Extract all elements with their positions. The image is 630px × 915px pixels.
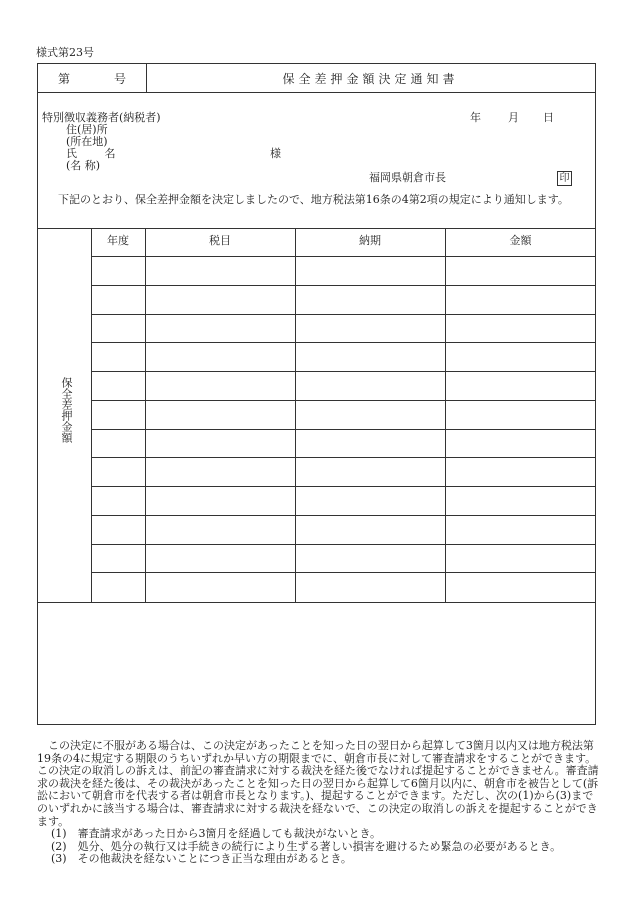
date-day-label: 日 <box>543 111 554 124</box>
column-header-amount: 金額 <box>509 234 532 247</box>
appeal-notes <box>37 740 599 866</box>
number-field <box>58 70 126 87</box>
appeal-item: (1) 審査請求があった日から3箇月を経過しても裁決がないとき。 <box>51 827 382 841</box>
table-row <box>91 515 596 516</box>
column-header-year: 年度 <box>107 234 129 247</box>
appeal-item: (3) その他裁決を経ないことにつき正当な理由があるとき。 <box>51 852 352 866</box>
company-name-label: (名 称) <box>66 159 101 172</box>
notice-frame <box>37 63 596 725</box>
location-label: (所在地) <box>66 135 108 148</box>
header-rule <box>38 92 595 93</box>
column-header-tax-item: 税目 <box>209 234 231 247</box>
table-row <box>91 457 596 458</box>
addressee-label: 特別徴収義務者(納税者) <box>42 111 161 124</box>
table-row <box>91 371 596 372</box>
name-label: 氏 名 <box>66 147 116 160</box>
table-row <box>91 486 596 487</box>
number-label-right: 号 <box>113 72 126 86</box>
date-month-label: 月 <box>508 111 519 124</box>
table-row <box>91 400 596 401</box>
issuer-name: 福岡県朝倉市長 <box>369 171 446 184</box>
table-row <box>91 342 596 343</box>
notice-statement: 下記のとおり、保全差押金額を決定しましたので、地方税法第16条の4第2項の規定により通知します。 <box>58 193 569 206</box>
table-row <box>91 285 596 286</box>
table-row <box>91 572 596 573</box>
notice-rule <box>38 228 595 229</box>
address-label: 住(居)所 <box>66 123 108 136</box>
appeal-item: (2) 処分、処分の執行又は手続きの続行により生ずる著しい損害を避けるため緊急の必要があるとき。 <box>51 839 562 853</box>
form-number: 様式第23号 <box>36 46 94 59</box>
table-row <box>91 429 596 430</box>
table-row <box>91 544 596 545</box>
table-row <box>91 314 596 315</box>
seal-mark: 印 <box>557 171 572 186</box>
document-title: 保全差押金額決定通知書 <box>282 72 459 86</box>
table-bottom-rule <box>38 602 595 603</box>
honorific: 様 <box>270 147 281 160</box>
side-label: 保全差押金額 <box>60 377 73 443</box>
column-header-due-date: 納期 <box>359 234 381 247</box>
appeal-paragraph: この決定に不服がある場合は、この決定があったことを知った日の翌日から起算して3箇月以内又は地方税法第19条の4に規定する期限のうちいずれか早い方の期限までに、朝倉市長に対して審査請求をすることができます。この決定の取消しの訴えは、前記の審査請求に対する裁決を経た後でなければ提起することができません。審査請求の裁決を経た後は、その裁決があったことを知った日の翌日から起算して6箇月以内に、朝倉市を被告として(訴訟において朝倉市を代表する者は朝倉市長となります。)、提起することができます。ただし、次の(1)から(3)までのいずれかに該当する場合は、審査請求に対する裁決を経ないで、この決定の取消しの訴えを提起することができます。 <box>37 739 599 828</box>
number-label-left: 第 <box>58 72 71 86</box>
table-row <box>91 256 596 257</box>
date-year-label: 年 <box>470 111 481 124</box>
